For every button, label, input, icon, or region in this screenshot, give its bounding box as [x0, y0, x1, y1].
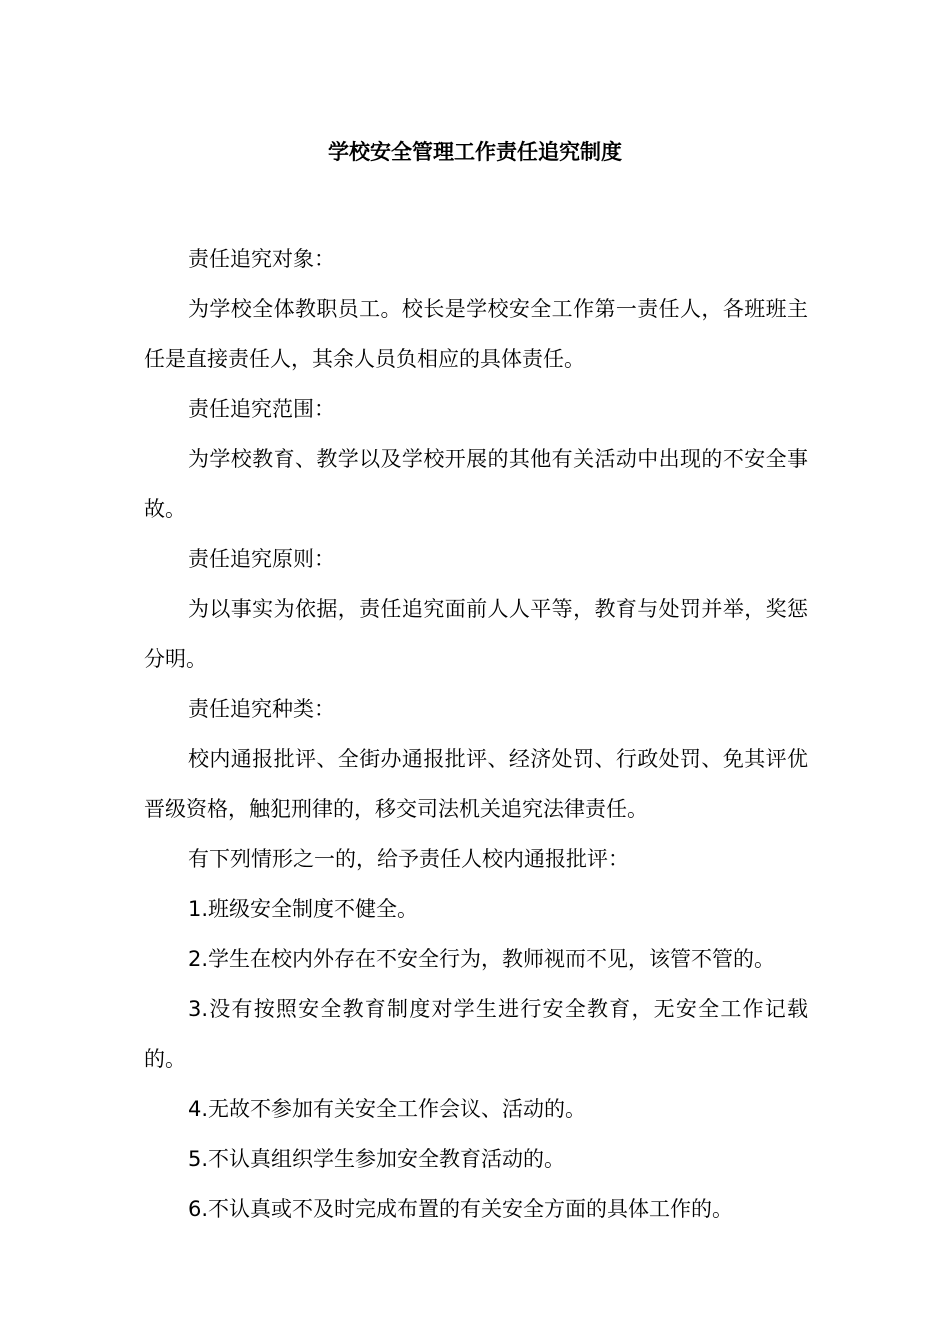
document-title: 学校安全管理工作责任追究制度 — [328, 140, 622, 164]
list-item-6: 6.不认真或不及时完成布置的有关安全方面的具体工作的。 — [188, 1197, 734, 1221]
document-body — [144, 234, 808, 1234]
paragraph-criticism-intro: 有下列情形之一的，给予责任人校内通报批评： — [188, 847, 629, 871]
list-item-4: 4.无故不参加有关安全工作会议、活动的。 — [188, 1097, 587, 1121]
list-item-5: 5.不认真组织学生参加安全教育活动的。 — [188, 1147, 566, 1171]
paragraph-heading-scope: 责任追究范围： — [188, 397, 335, 421]
paragraph-heading-types: 责任追究种类： — [188, 697, 335, 721]
paragraph-scope-text: 为学校教育、教学以及学校开展的其他有关活动中出现的不安全事故。 — [144, 447, 808, 521]
list-item-1: 1.班级安全制度不健全。 — [188, 897, 419, 921]
paragraph-target-text: 为学校全体教职员工。校长是学校安全工作第一责任人，各班班主任是直接责任人，其余人员负相应的具体责任。 — [144, 297, 808, 371]
list-item-3: 3.没有按照安全教育制度对学生进行安全教育，无安全工作记载的。 — [144, 997, 808, 1071]
list-item-2: 2.学生在校内外存在不安全行为，教师视而不见，该管不管的。 — [188, 947, 776, 971]
paragraph-heading-principle: 责任追究原则： — [188, 547, 335, 571]
paragraph-types-text: 校内通报批评、全街办通报批评、经济处罚、行政处罚、免其评优晋级资格，触犯刑律的，移交司法机关追究法律责任。 — [144, 747, 808, 821]
paragraph-heading-target: 责任追究对象： — [188, 247, 335, 271]
paragraph-principle-text: 为以事实为依据，责任追究面前人人平等，教育与处罚并举，奖惩分明。 — [144, 597, 808, 671]
